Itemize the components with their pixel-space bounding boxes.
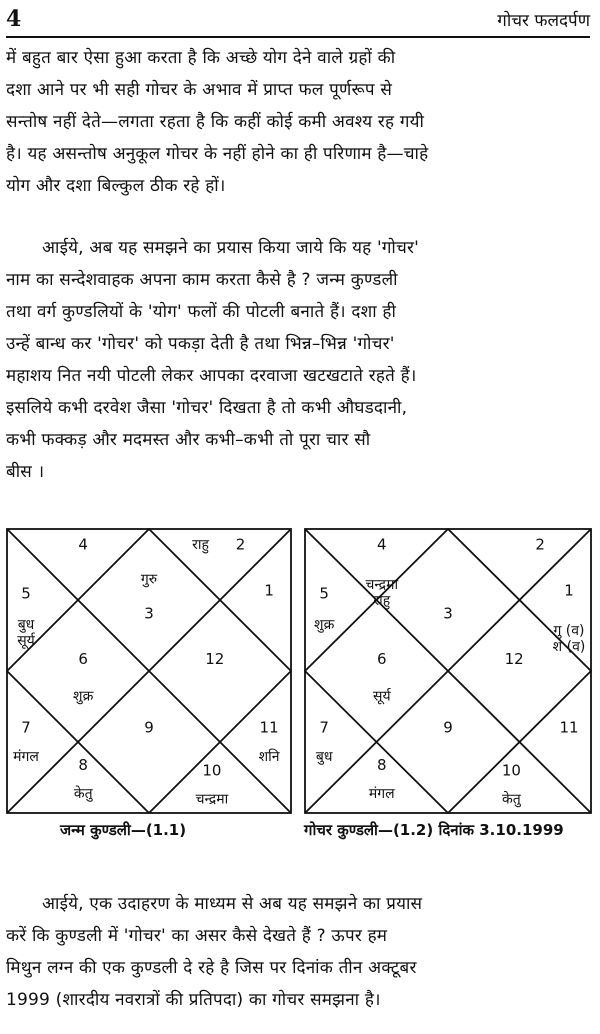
birth-chart-planet-label: शनि [258,748,280,765]
paragraph-2 [6,232,592,488]
birth-chart [6,528,292,814]
transit-chart-house-number: 9 [443,718,453,737]
paragraph-3 [6,888,592,1016]
text-line: उन्हें बान्ध कर 'गोचर' को पकड़ा देती है तथा भिन्न–भिन्न 'गोचर' [6,334,395,354]
transit-chart-planet-label: शुक्र [314,617,335,634]
page-number: 4 [6,6,22,32]
birth-chart-caption: जन्म कुण्डली—(1.1) [60,821,187,839]
page-header [6,2,590,38]
birth-chart-planet-label: मंगल [13,748,39,765]
transit-chart-house-number: 11 [559,718,579,737]
text-line: कभी फक्कड़ और मदमस्त और कभी–कभी तो पूरा चार सौ [6,430,371,450]
birth-chart-planet-label: सूर्य [17,633,35,650]
transit-chart-planet-label: बुध [315,748,333,765]
birth-chart-planet-label: बुध [17,617,35,634]
transit-chart-frame [305,529,591,813]
transit-chart-planet-label: गु (व) [553,623,585,639]
birth-chart-house-number: 2 [235,535,246,554]
transit-chart-planet-label: राहु [373,593,391,610]
birth-chart-house-number: 4 [78,535,88,554]
text-line: आईये, एक उदाहरण के माध्यम से अब यह समझने का प्रयास [42,894,423,914]
transit-chart-house-number: 10 [501,761,521,780]
text-line: तथा वर्ग कुण्डलियों के 'योग' फलों की पोटली बनाते हैं। दशा ही [6,302,397,322]
transit-chart-house-number: 8 [377,755,387,774]
transit-chart-planet-label: मंगल [368,786,395,802]
transit-chart-house-number: 1 [564,581,574,600]
birth-chart-house-number: 11 [259,718,279,737]
text-line: में बहुत बार ऐसा हुआ करता है कि अच्छे योग देने वाले ग्रहों की [6,48,396,68]
text-line: बीस । [6,462,45,482]
birth-chart-planet-label: राहु [192,537,209,554]
text-line: योग और दशा बिल्कुल ठीक रहे हों। [6,176,226,196]
text-line: 1999 (शारदीय नवरात्रों की प्रतिपदा) का गोचर समझना है। [6,990,381,1010]
text-line: इसलिये कभी दरवेश जैसा 'गोचर' दिखता है तो कभी औघडदानी, [6,398,408,418]
transit-chart-planet-label: सूर्य [373,688,391,705]
birth-chart-planet-label: केतु [73,786,93,802]
birth-chart-planet-label: गुरु [140,571,158,588]
birth-chart-house-number: 10 [202,761,222,780]
transit-chart-house-number: 6 [377,650,387,669]
text-line: महाशय नित नयी पोटली लेकर आपका दरवाजा खटखटाते रहते हैं। [6,366,417,386]
birth-chart-house-number: 6 [78,650,88,669]
text-line: नाम का सन्देशवाहक अपना काम करता कैसे है ? जन्म कुण्डली [6,270,398,290]
text-line: आईये, अब यह समझने का प्रयास किया जाये कि यह 'गोचर' [42,238,420,258]
birth-chart-house-number: 12 [205,650,225,669]
birth-chart-house-number: 1 [264,581,274,600]
transit-chart-diagram [304,528,592,814]
transit-chart-planet-label: चन्द्रमा [365,577,399,594]
transit-chart-planet-label: श (व) [552,639,586,655]
birth-chart-diagram [6,528,292,814]
running-title: गोचर फलदर्पण [497,10,590,31]
transit-chart-caption: गोचर कुण्डली—(1.2) दिनांक 3.10.1999 [304,821,564,839]
text-line: है। यह असन्तोष अनुकूल गोचर के नहीं होने का ही परिणाम है—चाहे [6,144,429,164]
transit-chart [304,528,592,814]
text-line: मिथुन लग्न की एक कुण्डली दे रहे है जिस पर दिनांक तीन अक्टूबर [6,958,417,978]
transit-chart-house-number: 2 [535,535,545,554]
transit-chart-house-number: 7 [319,718,329,737]
birth-chart-house-number: 3 [144,604,154,623]
transit-chart-planet-label: केतु [502,791,521,808]
birth-chart-house-number: 9 [144,718,154,737]
text-line: सन्तोष नहीं देते—लगता रहता है कि कहीं कोई कमी अवश्य रह गयी [6,112,425,132]
text-line: करें कि कुण्डली में 'गोचर' का असर कैसे देखते हैं ? ऊपर हम [6,926,388,946]
birth-chart-planet-label: शुक्र [73,688,94,705]
paragraph-1 [6,42,592,202]
transit-chart-house-number: 12 [504,650,524,669]
birth-chart-house-number: 5 [21,584,31,603]
birth-chart-planet-label: चन्द्रमा [195,791,229,808]
text-line: दशा आने पर भी सही गोचर के अभाव में प्राप्त फल पूर्णरूप से [6,80,393,100]
birth-chart-house-number: 8 [78,755,88,774]
birth-chart-house-number: 7 [21,718,31,737]
transit-chart-house-number: 3 [443,604,453,623]
transit-chart-house-number: 4 [377,535,387,554]
transit-chart-house-number: 5 [319,584,329,603]
